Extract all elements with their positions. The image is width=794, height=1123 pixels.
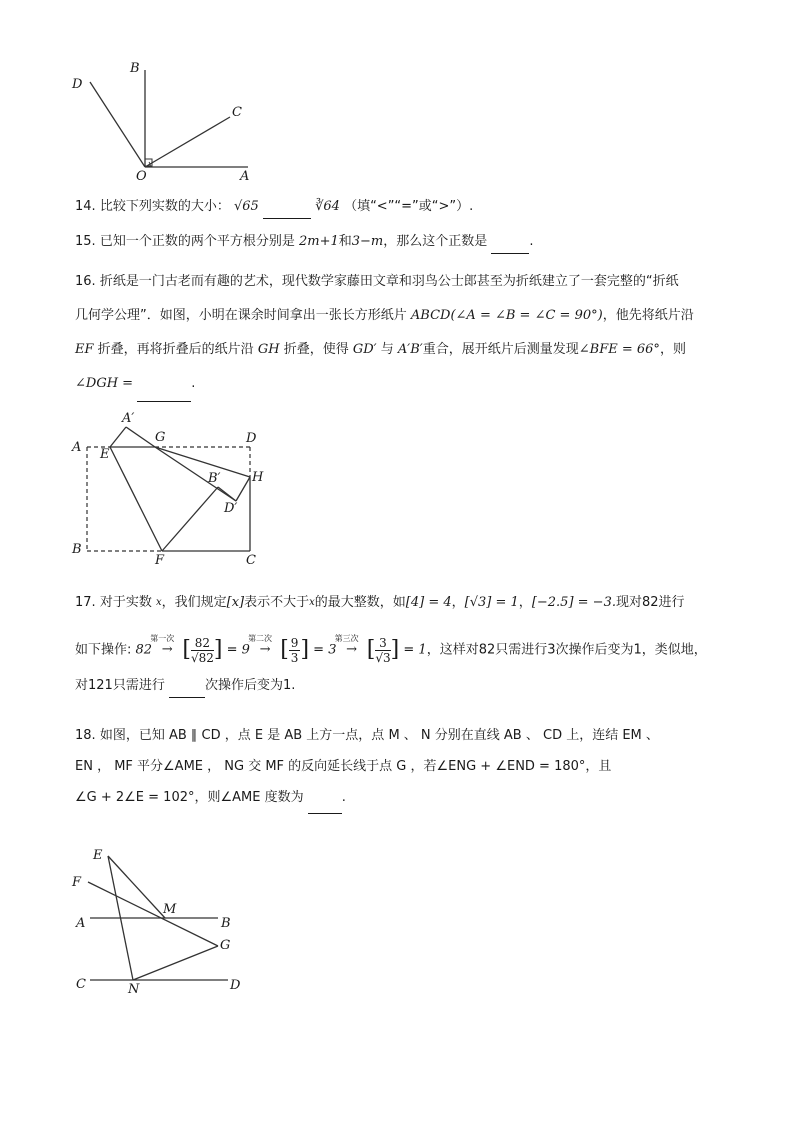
- label-D: D: [72, 77, 83, 92]
- q15-and: 和: [338, 234, 352, 249]
- q17-line3-a: 对121只需进行: [75, 677, 165, 693]
- q14-right: ∛64: [315, 199, 340, 214]
- q15-end: .: [529, 234, 534, 249]
- q17-bracket: [: [182, 637, 191, 662]
- label-D: D: [230, 978, 241, 993]
- label-F: F: [72, 875, 82, 890]
- q18-number: 18.: [75, 728, 96, 743]
- q17-bracket: ]: [213, 637, 223, 662]
- label-B: B: [221, 916, 231, 931]
- q17-frac-2: [289, 636, 301, 665]
- label-A: A: [240, 169, 250, 184]
- q17-bracket: [: [280, 637, 289, 662]
- label-A: A: [76, 916, 86, 931]
- q18-line2: [75, 751, 735, 782]
- label-G: G: [220, 938, 231, 953]
- q18-line1: [75, 720, 735, 751]
- q16-line3: [75, 333, 735, 367]
- q17-x: x: [155, 597, 162, 608]
- label-F: F: [155, 553, 165, 568]
- label-C: C: [76, 977, 86, 992]
- q18-line1-text: 如图，已知 AB ∥ CD ，点 E 是 AB 上方一点，点 M 、 N 分别在直线 AB 、 CD 上，连结 EM 、: [99, 728, 659, 743]
- q16-line2-text: 几何学公理”．如图，小明在课余时间拿出一张长方形纸片: [75, 308, 407, 323]
- q16-ab: A′B′: [397, 342, 423, 357]
- q14-hint: （填“<”“=”或“>”）.: [344, 199, 474, 214]
- q17-frac-3: [375, 636, 390, 665]
- q16-line3-a: 折叠，再将折叠后的纸片沿: [97, 342, 254, 357]
- q17-r1: 9: [241, 642, 250, 658]
- q16-end: .: [191, 376, 196, 391]
- q18-blank[interactable]: [308, 782, 342, 814]
- q16-cond: (∠A = ∠B = ∠C = 90°): [450, 308, 603, 323]
- q17-f1-num: 82: [191, 636, 214, 651]
- q16-line2-b: ，他先将纸片沿: [602, 308, 694, 323]
- q16-line3-e: ，则: [659, 342, 686, 357]
- label-A: A: [72, 440, 82, 455]
- q18-line3: [75, 782, 735, 814]
- figure-angles: [60, 55, 280, 190]
- q17-line1-a: 对于实数: [99, 595, 152, 610]
- label-H: H: [252, 470, 264, 485]
- q18-line3-a: ∠G + 2∠E = 102°，则∠AME 度数为: [75, 790, 304, 805]
- label-E: E: [100, 447, 110, 462]
- q16-gh: GH: [257, 342, 280, 357]
- q17-ex2: [√3] = 1: [464, 595, 519, 610]
- q16-ask: ∠DGH =: [75, 376, 134, 391]
- q17-op2: 第二次: [248, 634, 273, 643]
- q17-line1-d: 的最大整数，如: [314, 595, 406, 610]
- q17-f3-num: 3: [375, 636, 390, 651]
- q16-line1: [75, 265, 735, 299]
- q16-angle: ∠BFE = 66°: [578, 342, 660, 357]
- q16-number: 16.: [75, 274, 96, 289]
- q17-line2: 如下操作: 82 第一次 → [ $\frac{82}{√82}$ ] = 9 第二次 → [ $\frac{9}{3}$ ] = 3 第三次 → [ $\frac{3}{√3}$ ] = 1，这样对82只需进行3次操作后变为1，类似地，: [75, 630, 735, 671]
- q17-bracket: ]: [300, 637, 310, 662]
- q17-line1: 17. 对于实数 $^x$，我们规定[x]表示不大于$^x$的最大整数，如[4] = 4，[√3] = 1，[−2.5] = −3.现对82进行: [75, 595, 685, 610]
- q17-ex3: [−2.5] = −3.: [531, 595, 616, 610]
- q16-line1-text: 折纸是一门古老而有趣的艺术，现代数学家藤田文章和羽鸟公士郎甚至为折纸建立了一套完整的“折纸: [99, 274, 679, 289]
- label-B-prime: B′: [208, 471, 221, 486]
- label-G: G: [155, 430, 166, 445]
- q17-blank[interactable]: [169, 675, 205, 698]
- label-E: E: [93, 848, 103, 863]
- q14-left: √65: [233, 199, 259, 214]
- q17-frac-1: [191, 636, 214, 665]
- figure-folding-svg: [60, 405, 280, 570]
- q17-arrow-3: 第三次 →: [341, 630, 363, 670]
- q17-bx: [x]: [226, 595, 245, 610]
- q17-start: 82: [135, 642, 153, 658]
- q17-line1-b: ，我们规定: [161, 595, 227, 610]
- q17-f3-den: √3: [375, 650, 391, 665]
- label-C: C: [246, 553, 256, 568]
- question-16: [75, 265, 735, 402]
- q16-gd: GD′: [352, 342, 377, 357]
- figure-parallel-lines: [60, 840, 270, 1005]
- q17-line3-b: 次操作后变为1.: [204, 677, 296, 693]
- q17-r3: 1: [418, 642, 427, 658]
- q16-ef: EF: [75, 342, 94, 357]
- q17-bracket: ]: [390, 637, 400, 662]
- q17-arrow-1: 第一次 →: [156, 630, 178, 670]
- label-B: B: [72, 542, 82, 557]
- figure-folding: [60, 405, 280, 570]
- label-B: B: [130, 61, 140, 76]
- label-C: C: [232, 105, 242, 120]
- q15-expr-b: 3−m: [351, 234, 384, 249]
- q17-line1-c: 表示不大于: [244, 595, 310, 610]
- q18-line2-text: EN ， MF 平分∠AME ， NG 交 MF 的反向延长线于点 G ，若∠ENG + ∠END = 180°，且: [75, 759, 612, 774]
- label-D-prime: D′: [224, 501, 238, 516]
- q17-op1: 第一次: [150, 634, 175, 643]
- q17-f1-den: √82: [190, 650, 214, 665]
- q14-blank[interactable]: [263, 196, 311, 219]
- label-M: M: [163, 902, 177, 917]
- label-O: O: [136, 169, 147, 184]
- question-14: [75, 196, 735, 219]
- q17-line2-b: ，这样对82只需进行3次操作后变为1，类似地，: [426, 642, 707, 658]
- q14-number: 14.: [75, 199, 96, 214]
- q15-expr-a: 2m+1: [298, 234, 339, 249]
- q18-end: .: [341, 790, 346, 805]
- q17-x2: x: [309, 597, 315, 608]
- q17-op3: 第三次: [334, 634, 359, 643]
- q16-line3-d: 重合，展开纸片后测量发现: [422, 342, 579, 357]
- q17-line3: [75, 675, 735, 698]
- q16-line4: [75, 367, 735, 402]
- question-17: [75, 592, 735, 698]
- q15-text-b: ，那么这个正数是: [383, 234, 488, 249]
- q16-line2: [75, 299, 735, 333]
- q17-arrow-2: 第二次 →: [254, 630, 276, 670]
- question-15: [75, 231, 735, 254]
- q17-number: 17.: [75, 595, 96, 610]
- q15-number: 15.: [75, 234, 96, 249]
- q17-f2-num: 9: [290, 635, 299, 650]
- label-N: N: [128, 982, 140, 997]
- q15-blank[interactable]: [491, 231, 529, 254]
- q17-line1-e: 现对82进行: [615, 595, 685, 610]
- q15-text-a: 已知一个正数的两个平方根分别是: [99, 234, 295, 249]
- q16-line3-c: 与: [380, 342, 394, 357]
- q14-text: 比较下列实数的大小：: [99, 199, 230, 214]
- question-18: [75, 720, 735, 814]
- q17-line2-a: 如下操作:: [75, 642, 132, 658]
- q16-blank[interactable]: [137, 367, 191, 402]
- q17-ex1: [4] = 4: [405, 595, 452, 610]
- label-D: D: [246, 431, 257, 446]
- q17-bracket: [: [366, 637, 376, 662]
- q17-r2: 3: [328, 642, 337, 658]
- label-A-prime: A′: [122, 411, 135, 426]
- q16-rect: ABCD: [410, 308, 451, 323]
- q16-line3-b: 折叠，使得: [283, 342, 349, 357]
- q17-f2-den: 3: [290, 650, 299, 665]
